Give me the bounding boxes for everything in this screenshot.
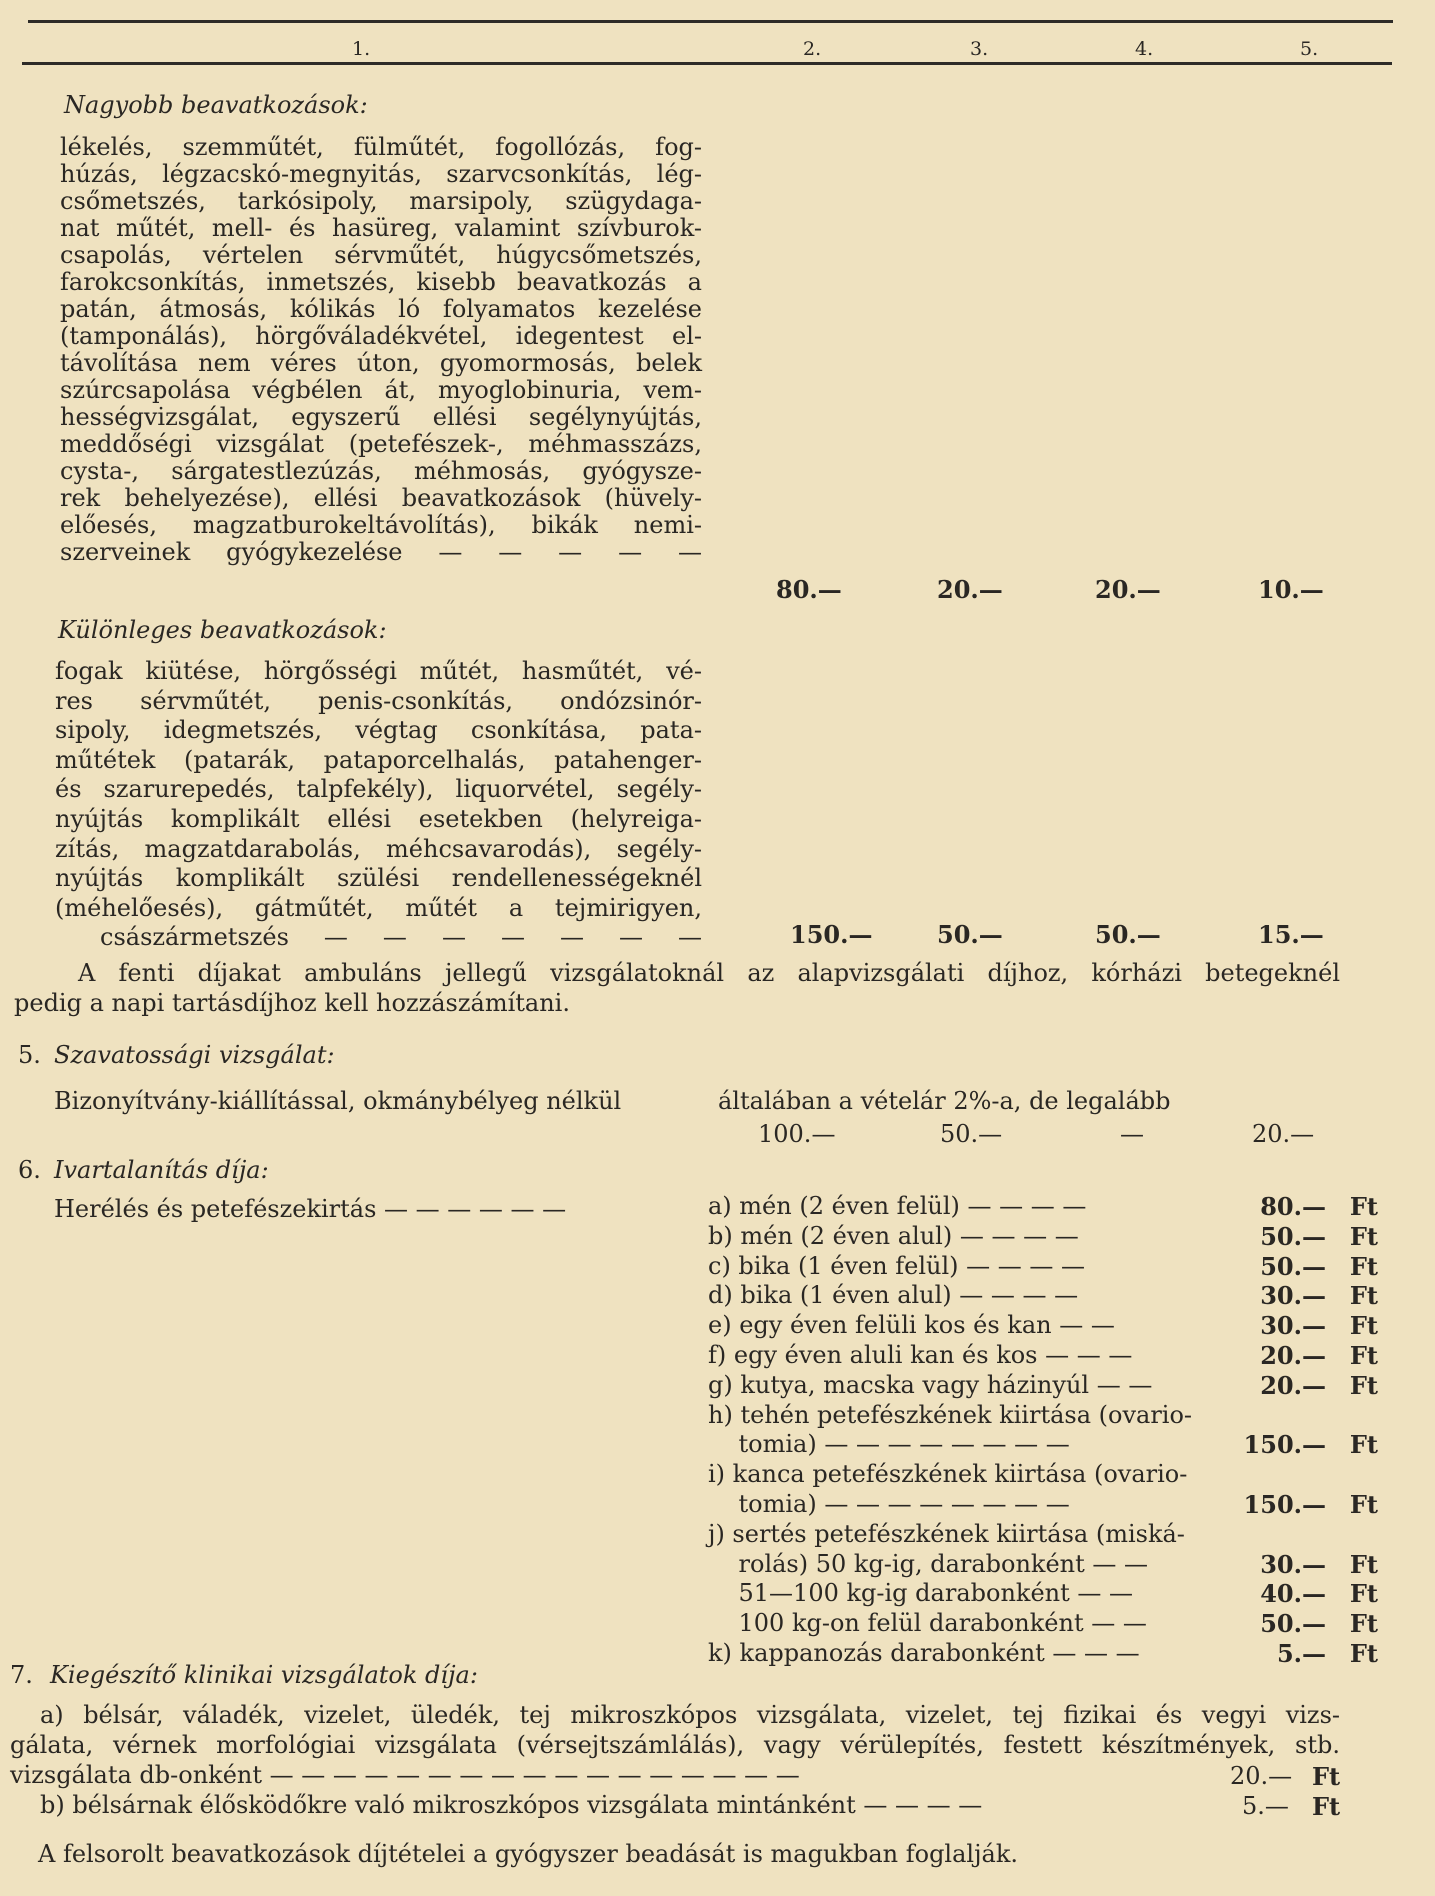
item-unit: Ft bbox=[1349, 1370, 1378, 1400]
item-amount: 80.— bbox=[1260, 1192, 1326, 1221]
fee-col4: 50.— bbox=[1095, 920, 1161, 949]
fee-col5: 15.— bbox=[1258, 920, 1324, 949]
item-label: c) bika (1 éven felül) — — — — bbox=[708, 1251, 1086, 1280]
item-amount: 5.— bbox=[1276, 1638, 1326, 1668]
item-amount: 50.— bbox=[1260, 1609, 1326, 1639]
column-number-3: 3. bbox=[970, 38, 989, 60]
list-item bbox=[708, 1192, 1378, 1222]
text-line: cysta-, sárgatestlezúzás, méhmosás, gyógysze- bbox=[60, 457, 702, 485]
fee-col2: 150.— bbox=[790, 920, 873, 949]
item-label: 100 kg-on felül darabonként — — bbox=[708, 1609, 1147, 1638]
list-item bbox=[708, 1371, 1378, 1401]
list-item bbox=[708, 1609, 1378, 1639]
item-unit: Ft bbox=[1349, 1221, 1378, 1251]
text-line: műtétek (patarák, pataporcelhalás, patahenger- bbox=[55, 745, 702, 774]
text-line: (tamponálás), hörgőváladékvétel, idegentest el- bbox=[60, 322, 702, 350]
section-heading-nagyobb: Nagyobb beavatkozások: bbox=[64, 91, 368, 119]
list-item bbox=[708, 1460, 1378, 1490]
section-heading-kiegeszito: Kiegészítő klinikai vizsgálatok díja: bbox=[50, 1661, 478, 1689]
item-unit: Ft bbox=[1349, 1638, 1378, 1668]
item-amount: 150.— bbox=[1243, 1489, 1326, 1519]
list-item bbox=[708, 1281, 1378, 1311]
item-amount: 150.— bbox=[1243, 1430, 1326, 1460]
item-label: k) kappanozás darabonként — — — bbox=[708, 1638, 1140, 1667]
note-line-1: A fenti díjakat ambuláns jellegű vizsgálatoknál az alapvizsgálati díjhoz, kórházi betegeknél bbox=[78, 959, 1340, 987]
list-item bbox=[708, 1401, 1378, 1431]
item-amount: 30.— bbox=[1260, 1281, 1326, 1311]
fee-col5: 20.— bbox=[1252, 1120, 1315, 1148]
text-line: a) bélsár, váladék, vizelet, üledék, tej mikroszkópos vizsgálata, vizelet, tej fizikai és vegyi vizs- bbox=[40, 1701, 1340, 1729]
fee-col4: 20.— bbox=[1095, 575, 1161, 604]
header-rule bbox=[22, 62, 1392, 65]
kiegeszito-b-unit: Ft bbox=[1312, 1792, 1341, 1821]
fee-col3: 50.— bbox=[937, 920, 1003, 949]
fee-col4: — bbox=[1120, 1120, 1144, 1148]
text-line: res sérvműtét, penis-csonkítás, ondózsinór- bbox=[55, 686, 702, 715]
text-line: távolítása nem véres úton, gyomormosás, belek bbox=[60, 349, 702, 377]
section-heading-ivartalanitas: Ivartalanítás díja: bbox=[54, 1156, 269, 1184]
item-label: rolás) 50 kg-ig, darabonként — — bbox=[708, 1549, 1149, 1578]
item-amount: 30.— bbox=[1260, 1549, 1326, 1579]
list-item bbox=[708, 1550, 1378, 1580]
ivartalanitas-item: Herélés és petefészekirtás — — — — — — bbox=[54, 1195, 567, 1223]
list-item bbox=[708, 1311, 1378, 1341]
list-item bbox=[708, 1341, 1378, 1371]
fee-col5: 10.— bbox=[1258, 575, 1324, 604]
section-heading-kulonleges: Különleges beavatkozások: bbox=[58, 616, 387, 644]
item-amount: 20.— bbox=[1260, 1370, 1326, 1400]
item-unit: Ft bbox=[1349, 1281, 1378, 1311]
item-unit: Ft bbox=[1349, 1489, 1378, 1519]
castration-fee-list bbox=[708, 1192, 1378, 1669]
item-unit: Ft bbox=[1349, 1251, 1378, 1281]
kulonleges-text-block bbox=[55, 657, 702, 953]
szavatossagi-item: Bizonyítvány-kiállítással, okmánybélyeg nélkül bbox=[54, 1087, 622, 1115]
item-label: j) sertés petefészkének kiirtása (miská- bbox=[708, 1519, 1185, 1548]
fee-col3: 50.— bbox=[940, 1120, 1003, 1148]
item-unit: Ft bbox=[1349, 1192, 1378, 1221]
item-unit: Ft bbox=[1349, 1549, 1378, 1579]
text-line: húzás, légzacskó-megnyitás, szarvcsonkítás, lég- bbox=[60, 160, 702, 188]
section-number-6: 6. bbox=[18, 1156, 41, 1184]
kiegeszito-a-amount: 20.— bbox=[1230, 1762, 1293, 1790]
item-unit: Ft bbox=[1349, 1579, 1378, 1609]
item-label: tomia) — — — — — — — — bbox=[708, 1430, 1070, 1459]
fee-col2: 100.— bbox=[758, 1120, 836, 1148]
item-label: e) egy éven felüli kos és kan — — bbox=[708, 1311, 1115, 1340]
nagyobb-text-block bbox=[60, 134, 702, 566]
kiegeszito-text-block bbox=[10, 1700, 1340, 1760]
text-line: előesés, magzatburokeltávolítás), bikák nemi- bbox=[60, 511, 702, 539]
text-line: lékelés, szemműtét, fülműtét, fogollózás, fog- bbox=[60, 133, 702, 161]
text-line: patán, átmosás, kólikás ló folyamatos kezelése bbox=[60, 295, 702, 323]
text-line: farokcsonkítás, inmetszés, kisebb beavatkozás a bbox=[60, 268, 702, 296]
footer-note: A felsorolt beavatkozások díjtételei a gyógyszer beadását is magukban foglalják. bbox=[38, 1840, 1019, 1868]
column-number-1: 1. bbox=[352, 38, 371, 60]
text-line: zítás, magzatdarabolás, méhcsavarodás), segély- bbox=[55, 834, 702, 863]
item-label: 51—100 kg-ig darabonként — — bbox=[708, 1579, 1134, 1608]
list-item bbox=[708, 1639, 1378, 1669]
section-heading-szavatossagi: Szavatossági vizsgálat: bbox=[54, 1041, 335, 1069]
note-line-2: pedig a napi tartásdíjhoz kell hozzászámítani. bbox=[14, 989, 570, 1017]
text-line: szúrcsapolása végbélen át, myoglobinuria, vem- bbox=[60, 376, 702, 404]
list-item bbox=[708, 1579, 1378, 1609]
column-number-2: 2. bbox=[803, 38, 822, 60]
text-line: gálata, vérnek morfológiai vizsgálata (vérsejtszámlálás), vagy vérülepítés, festett készítmények, stb. bbox=[10, 1731, 1340, 1759]
list-item bbox=[708, 1222, 1378, 1252]
kiegeszito-a-unit: Ft bbox=[1312, 1762, 1341, 1791]
top-rule bbox=[28, 20, 1393, 23]
text-line: császármetszés — — — — — — — bbox=[100, 923, 702, 952]
column-number-4: 4. bbox=[1135, 38, 1154, 60]
list-item bbox=[708, 1520, 1378, 1550]
item-amount: 50.— bbox=[1260, 1221, 1326, 1251]
text-line: szerveinek gyógykezelése — — — — — bbox=[60, 538, 702, 566]
fee-col2: 80.— bbox=[776, 575, 842, 604]
item-label: i) kanca petefészkének kiirtása (ovario- bbox=[708, 1460, 1188, 1489]
item-label: f) egy éven aluli kan és kos — — — bbox=[708, 1340, 1133, 1369]
list-item bbox=[708, 1252, 1378, 1282]
item-label: b) mén (2 éven alul) — — — — bbox=[708, 1221, 1079, 1250]
kiegeszito-a-line-3: vizsgálata db-onként — — — — — — — — — — — — — — — — — bbox=[10, 1761, 800, 1789]
text-line: nat műtét, mell- és hasüreg, valamint szívburok- bbox=[60, 214, 702, 242]
list-item bbox=[708, 1490, 1378, 1520]
text-line: nyújtás komplikált szülési rendellenességeknél bbox=[55, 864, 702, 893]
item-unit: Ft bbox=[1349, 1430, 1378, 1460]
text-line: nyújtás komplikált ellési esetekben (helyreiga- bbox=[55, 804, 702, 833]
kiegeszito-b-line: b) bélsárnak élősködőkre való mikroszkópos vizsgálata mintánként — — — — bbox=[40, 1791, 983, 1819]
item-label: h) tehén petefészkének kiirtása (ovario- bbox=[708, 1400, 1193, 1429]
kiegeszito-b-amount: 5.— bbox=[1242, 1792, 1289, 1820]
text-line: és szarurepedés, talpfekély), liquorvétel, segély- bbox=[55, 775, 702, 804]
szavatossagi-description: általában a vételár 2%-a, de legalább bbox=[718, 1087, 1171, 1115]
section-number-5: 5. bbox=[18, 1041, 41, 1069]
column-number-5: 5. bbox=[1300, 38, 1319, 60]
text-line: csapolás, vértelen sérvműtét, húgycsőmetszés, bbox=[60, 241, 702, 269]
text-line: hességvizsgálat, egyszerű ellési segélynyújtás, bbox=[60, 403, 702, 431]
item-unit: Ft bbox=[1349, 1340, 1378, 1370]
text-line: fogak kiütése, hörgősségi műtét, hasműtét, vé- bbox=[55, 657, 702, 685]
text-line: csőmetszés, tarkósipoly, marsipoly, szügydaga- bbox=[60, 187, 702, 215]
text-line: (méhelőesés), gátműtét, műtét a tejmirigyen, bbox=[55, 893, 702, 922]
item-label: d) bika (1 éven alul) — — — — bbox=[708, 1281, 1079, 1310]
item-unit: Ft bbox=[1349, 1311, 1378, 1341]
text-line: rek behelyezése), ellési beavatkozások (hüvely- bbox=[60, 484, 702, 512]
text-line: meddőségi vizsgálat (petefészek-, méhmasszázs, bbox=[60, 430, 702, 458]
fee-col3: 20.— bbox=[937, 575, 1003, 604]
list-item bbox=[708, 1430, 1378, 1460]
item-amount: 20.— bbox=[1260, 1340, 1326, 1370]
item-label: a) mén (2 éven felül) — — — — bbox=[708, 1192, 1087, 1220]
item-amount: 40.— bbox=[1260, 1579, 1326, 1609]
item-label: g) kutya, macska vagy házinyúl — — bbox=[708, 1370, 1153, 1399]
item-amount: 50.— bbox=[1260, 1251, 1326, 1281]
section-number-7: 7. bbox=[10, 1661, 33, 1689]
item-unit: Ft bbox=[1349, 1609, 1378, 1639]
text-line: sipoly, idegmetszés, végtag csonkítása, pata- bbox=[55, 716, 702, 745]
item-amount: 30.— bbox=[1260, 1311, 1326, 1341]
item-label: tomia) — — — — — — — — bbox=[708, 1489, 1070, 1518]
